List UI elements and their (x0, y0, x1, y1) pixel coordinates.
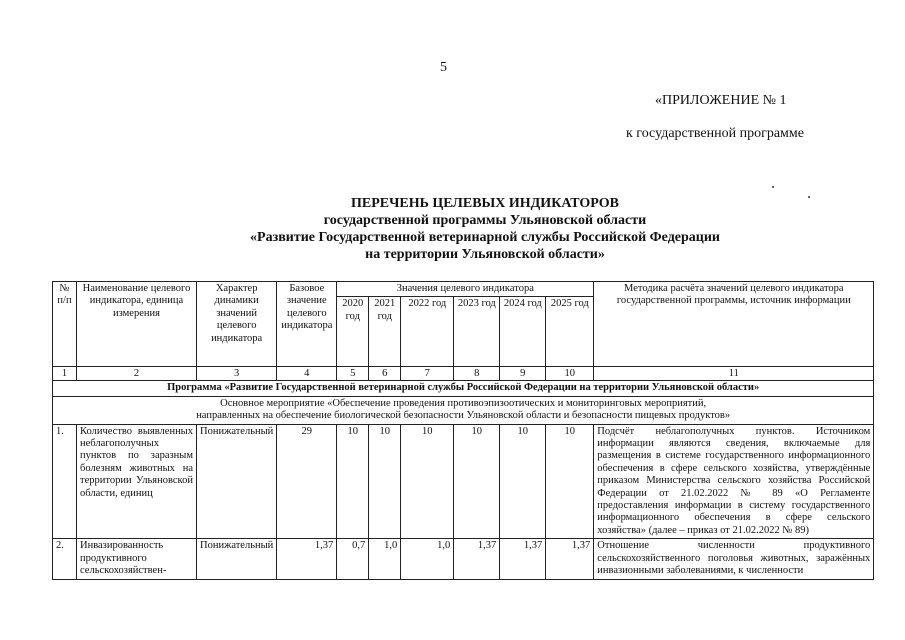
column-number: 6 (369, 367, 401, 381)
row-method: Подсчёт неблагополучных пунктов. Источником информации являются сведения, включаемые для размещения в системе государственного информационного обеспечения в сфере сельского хозяйства, утверждённые приказом Министерства сельского хозяйства Российской Федерации от 21.02.2022 № 89 «О Регламенте предоставления информации в систему государственного информационного обеспечения в сфере сельского хозяйства» (далее – приказ от 21.02.2022 № 89) (594, 424, 874, 539)
scan-speck (772, 186, 774, 188)
header-year: 2020 год (337, 297, 369, 367)
row-value: 1,0 (401, 539, 454, 579)
row-base: 29 (277, 424, 337, 539)
row-value: 10 (500, 424, 546, 539)
header-year: 2025 год (546, 297, 594, 367)
column-number: 10 (546, 367, 594, 381)
row-value: 10 (401, 424, 454, 539)
header-base: Базовое значение целевого индикатора (277, 282, 337, 367)
title-line-3: «Развитие Государственной ветеринарной службы Российской Федерации (250, 230, 720, 245)
row-method: Отношение численности продуктивного сельскохозяйственного поголовья животных, заражённых инвазионными заболеваниями, к численности (594, 539, 874, 579)
row-character: Понижательный (197, 424, 277, 539)
row-value: 10 (337, 424, 369, 539)
column-number: 5 (337, 367, 369, 381)
column-number: 1 (53, 367, 77, 381)
row-value: 1,0 (369, 539, 401, 579)
column-number: 2 (77, 367, 197, 381)
row-value: 10 (546, 424, 594, 539)
header-name: Наименование целевого индикатора, единица измерения (77, 282, 197, 367)
event-row-line-1: Основное мероприятие «Обеспечение проведения противоэпизоотических и мониторинговых мероприятий, (220, 397, 707, 409)
header-character: Характер динамики значений целевого индикатора (197, 282, 277, 367)
row-value: 1,37 (454, 539, 500, 579)
row-name: Количество выявленных неблагополучных пунктов по заразным болезням животных на территории Ульяновской области, единиц (77, 424, 197, 539)
row-num: 1. (53, 424, 77, 539)
row-value: 1,37 (546, 539, 594, 579)
column-number: 7 (401, 367, 454, 381)
indicators-table (52, 281, 874, 580)
row-character: Понижательный (197, 539, 277, 579)
column-number: 4 (277, 367, 337, 381)
page-number: 5 (440, 60, 447, 75)
row-num: 2. (53, 539, 77, 579)
row-value: 10 (454, 424, 500, 539)
header-year: 2022 год (401, 297, 454, 367)
appendix-subtitle: к государственной программе (626, 126, 804, 141)
header-year: 2024 год (500, 297, 546, 367)
appendix-label: «ПРИЛОЖЕНИЕ № 1 (655, 93, 787, 108)
row-value: 1,37 (500, 539, 546, 579)
row-name: Инвазированность продуктивного сельскохозяйствен- (77, 539, 197, 579)
header-year: 2023 год (454, 297, 500, 367)
program-row: Программа «Развитие Государственной ветеринарной службы Российской Федерации на территории Ульяновской области» (53, 381, 874, 396)
row-base: 1,37 (277, 539, 337, 579)
column-number: 11 (594, 367, 874, 381)
title-line-2: государственной программы Ульяновской области (323, 213, 647, 228)
row-value: 0,7 (337, 539, 369, 579)
header-num: № п/п (53, 282, 77, 367)
row-value: 10 (369, 424, 401, 539)
header-year: 2021 год (369, 297, 401, 367)
table-row (53, 539, 874, 579)
event-row-line-2: направленных на обеспечение биологической безопасности Ульяновской области и безопасности пищевых продуктов» (196, 410, 731, 422)
event-row (53, 396, 874, 424)
document-title (170, 195, 800, 263)
header-method: Методика расчёта значений целевого индикатора государственной программы, источник информации (594, 282, 874, 367)
header-values-group: Значения целевого индикатора (337, 282, 594, 297)
column-number: 8 (454, 367, 500, 381)
title-line-4: на территории Ульяновской области» (365, 247, 605, 262)
scan-speck (808, 196, 810, 198)
table-row (53, 424, 874, 539)
title-line-1: ПЕРЕЧЕНЬ ЦЕЛЕВЫХ ИНДИКАТОРОВ (351, 196, 619, 211)
column-number: 3 (197, 367, 277, 381)
column-number: 9 (500, 367, 546, 381)
